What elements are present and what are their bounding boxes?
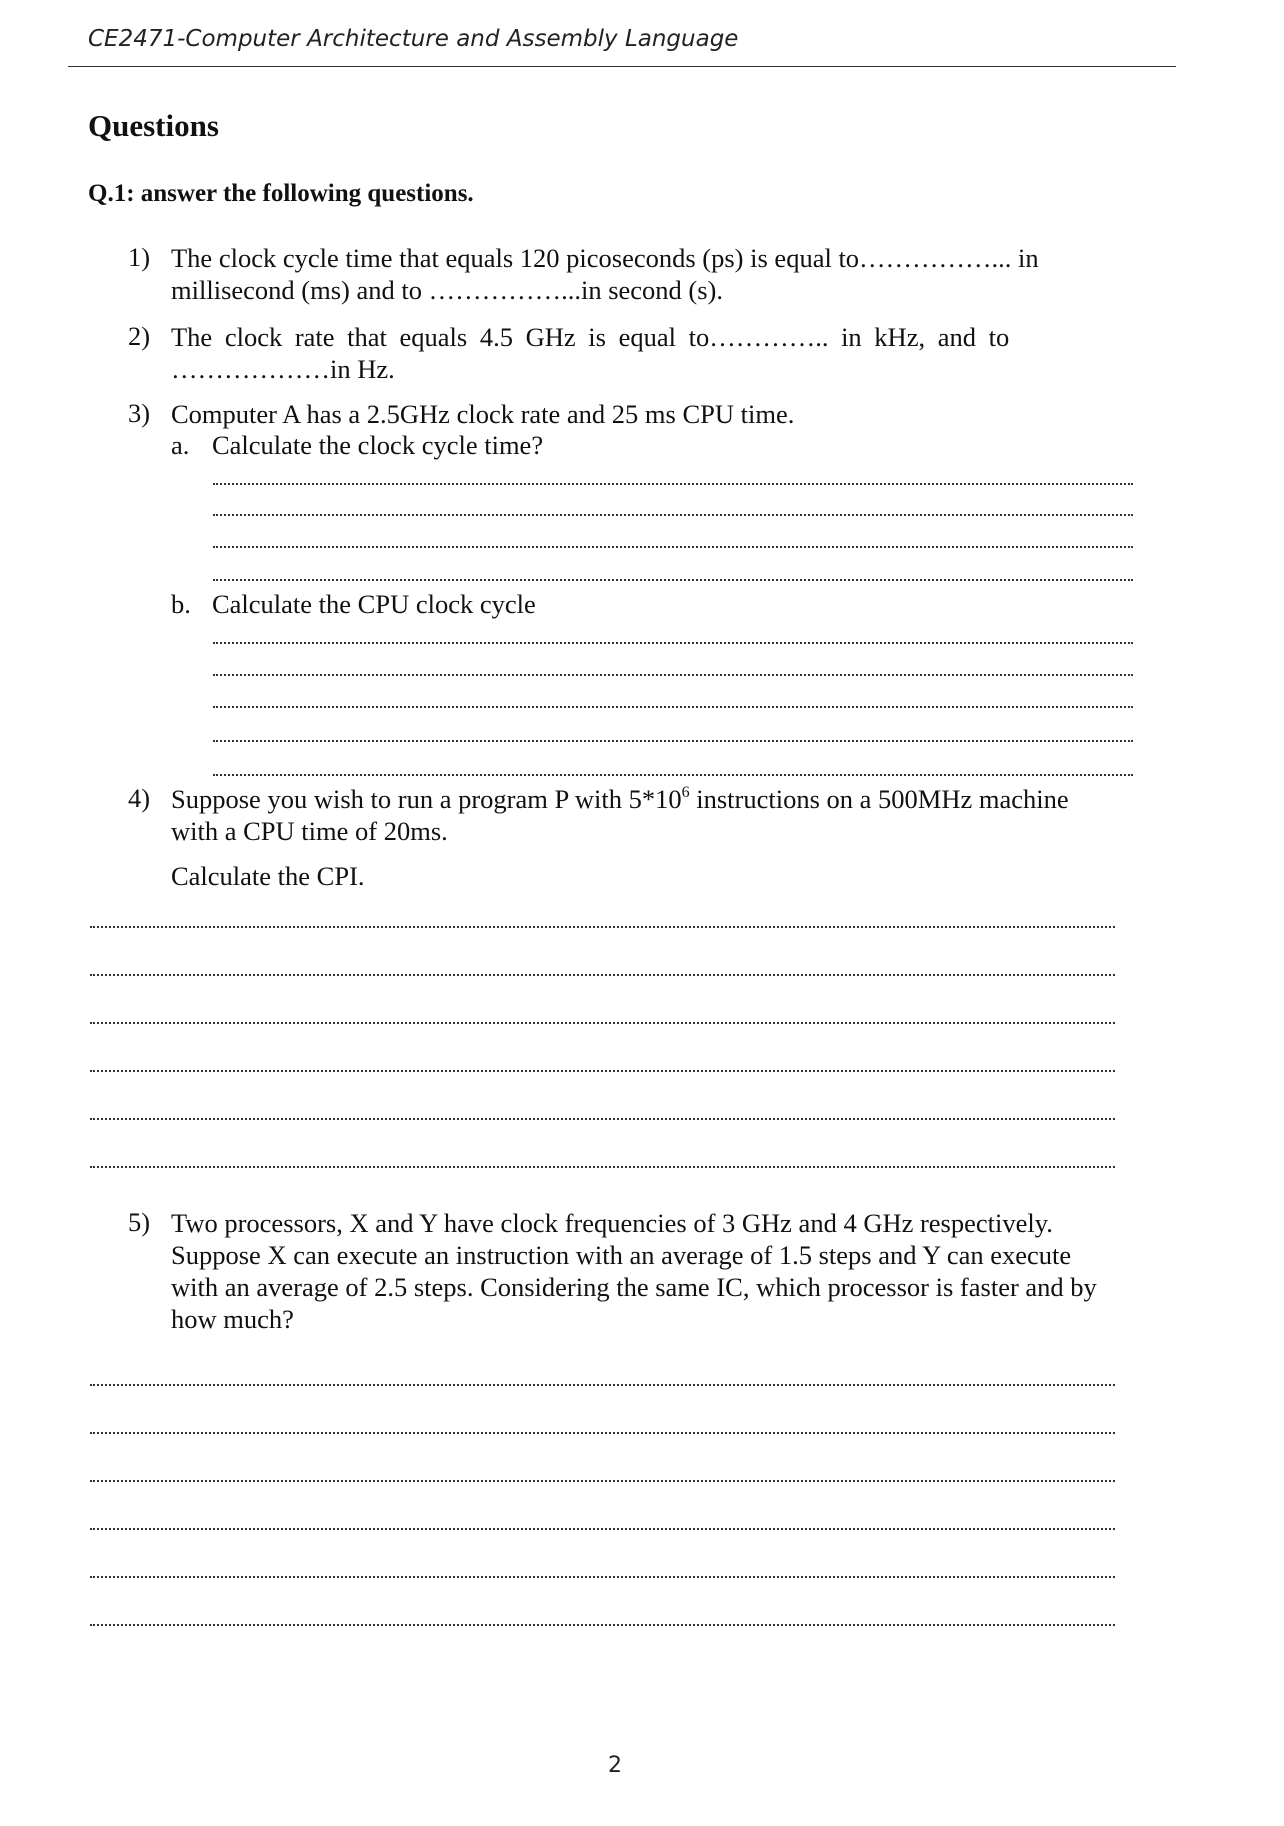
item-number: 1) — [128, 242, 151, 272]
answer-line — [90, 1624, 1115, 1626]
answer-line — [213, 740, 1133, 742]
course-header: CE2471-Computer Architecture and Assembly Language — [88, 26, 739, 52]
item-number: 4) — [128, 783, 151, 813]
item-1-line-1 — [171, 242, 1136, 274]
answer-line — [90, 1384, 1115, 1386]
item-number: 2) — [128, 321, 151, 351]
answer-line — [90, 1480, 1115, 1482]
answer-line — [90, 974, 1115, 976]
answer-line — [213, 579, 1133, 581]
item-2-line-1: The clock rate that equals 4.5 GHz is equal to………….. in kHz, and to — [171, 322, 1010, 352]
answer-line — [90, 1432, 1115, 1434]
item-4-text-pre: Suppose you wish to run a program P with 5*10 — [171, 784, 682, 814]
item-4-text-post: instructions on a 500MHz machine — [689, 784, 1069, 814]
part-label: b. — [171, 589, 191, 619]
answer-line — [90, 1528, 1115, 1530]
item-number: 3) — [128, 398, 151, 428]
header-rule — [68, 66, 1176, 67]
answer-line — [90, 1022, 1115, 1024]
page-title: Questions — [88, 108, 219, 143]
item-2-line-2: ………………in Hz. — [171, 354, 395, 384]
item-5-line-3: with an average of 2.5 steps. Considering the same IC, which processor is faster and by — [171, 1272, 1097, 1302]
answer-line — [90, 1070, 1115, 1072]
item-4-line-2: with a CPU time of 20ms. — [171, 816, 448, 846]
answer-line — [213, 774, 1133, 776]
item-4-line-1 — [171, 783, 1136, 815]
item-5-line-1: Two processors, X and Y have clock frequencies of 3 GHz and 4 GHz respectively. — [171, 1208, 1053, 1238]
answer-line — [90, 1166, 1115, 1168]
part-a-text: Calculate the clock cycle time? — [212, 430, 544, 460]
answer-line — [213, 642, 1133, 644]
answer-line — [213, 674, 1133, 676]
item-1-text: The clock cycle time that equals 120 picoseconds (ps) is equal to……………... in — [171, 243, 1039, 273]
item-4-line-3: Calculate the CPI. — [171, 861, 365, 891]
item-5-line-4: how much? — [171, 1304, 294, 1334]
page-number: 2 — [608, 1753, 622, 1778]
answer-line — [213, 514, 1133, 516]
part-b-text: Calculate the CPU clock cycle — [212, 589, 536, 619]
item-5-line-2: Suppose X can execute an instruction with an average of 1.5 steps and Y can execute — [171, 1240, 1072, 1270]
part-label: a. — [171, 430, 190, 460]
answer-line — [213, 706, 1133, 708]
exponent: 6 — [681, 784, 690, 801]
answer-line — [90, 1118, 1115, 1120]
item-1-line-2: millisecond (ms) and to ……………...in second (s). — [171, 275, 724, 305]
answer-line — [90, 926, 1115, 928]
item-3-intro: Computer A has a 2.5GHz clock rate and 25 ms CPU time. — [171, 399, 795, 429]
item-number: 5) — [128, 1207, 151, 1237]
answer-line — [213, 483, 1133, 485]
answer-line — [213, 546, 1133, 548]
answer-line — [90, 1576, 1115, 1578]
question-heading: Q.1: answer the following questions. — [88, 180, 474, 207]
